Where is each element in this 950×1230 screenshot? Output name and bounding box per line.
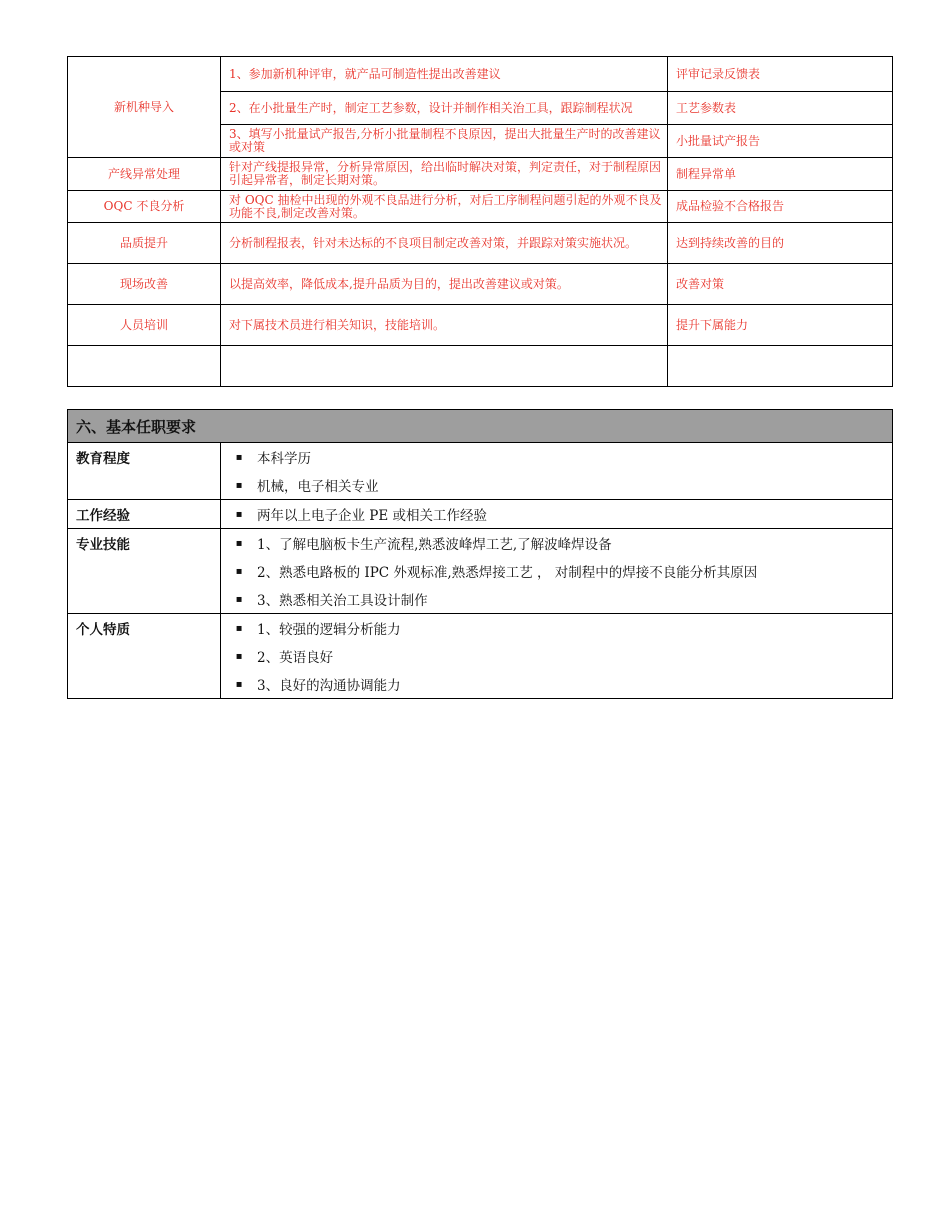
duty-category: 品质提升 bbox=[68, 223, 221, 264]
bullet-icon: ▪ bbox=[235, 650, 243, 662]
requirements-table bbox=[67, 409, 893, 699]
duty-output: 达到持续改善的目的 bbox=[668, 223, 893, 264]
bullet-icon: ▪ bbox=[235, 565, 243, 577]
requirement-row bbox=[68, 614, 893, 699]
bullet-icon: ▪ bbox=[235, 593, 243, 605]
document-page bbox=[67, 56, 892, 699]
requirement-label: 教育程度 bbox=[68, 443, 221, 500]
list-item bbox=[221, 557, 892, 585]
empty-row bbox=[68, 346, 893, 387]
requirement-item: 两年以上电子企业 PE 或相关工作经验 bbox=[257, 508, 488, 524]
requirement-item: 1、较强的逻辑分析能力 bbox=[257, 622, 401, 638]
bullet-icon: ▪ bbox=[235, 537, 243, 549]
requirement-item: 3、良好的沟通协调能力 bbox=[257, 678, 401, 694]
empty-cell bbox=[221, 346, 668, 387]
empty-cell bbox=[68, 346, 221, 387]
duty-category: OQC 不良分析 bbox=[68, 191, 221, 223]
list-item bbox=[221, 670, 892, 698]
duty-row bbox=[68, 305, 893, 346]
duty-description: 2、在小批量生产时，制定工艺参数，设计并制作相关治工具，跟踪制程状况 bbox=[221, 92, 668, 125]
requirement-row bbox=[68, 500, 893, 529]
requirement-row bbox=[68, 443, 893, 500]
duty-row bbox=[68, 223, 893, 264]
section-title: 六、基本任职要求 bbox=[68, 410, 893, 443]
duty-row bbox=[68, 191, 893, 223]
requirement-row bbox=[68, 529, 893, 614]
duty-output: 提升下属能力 bbox=[668, 305, 893, 346]
duty-output: 改善对策 bbox=[668, 264, 893, 305]
duty-output: 成品检验不合格报告 bbox=[668, 191, 893, 223]
duty-description: 针对产线提报异常，分析异常原因，给出临时解决对策，判定责任，对于制程原因引起异常者，制定长期对策。 bbox=[221, 158, 668, 191]
list-item bbox=[221, 471, 892, 499]
requirement-label: 专业技能 bbox=[68, 529, 221, 614]
list-item bbox=[221, 614, 892, 642]
duty-description: 以提高效率，降低成本,提升品质为目的，提出改善建议或对策。 bbox=[221, 264, 668, 305]
duty-row bbox=[68, 57, 893, 92]
duty-category: 人员培训 bbox=[68, 305, 221, 346]
bullet-icon: ▪ bbox=[235, 508, 243, 520]
duty-category: 新机种导入 bbox=[68, 57, 221, 158]
list-item bbox=[221, 642, 892, 670]
requirement-item: 2、英语良好 bbox=[257, 650, 334, 666]
duty-description: 对下属技术员进行相关知识，技能培训。 bbox=[221, 305, 668, 346]
duty-description: 1、参加新机种评审，就产品可制造性提出改善建议 bbox=[221, 57, 668, 92]
bullet-icon: ▪ bbox=[235, 678, 243, 690]
bullet-icon: ▪ bbox=[235, 451, 243, 463]
duty-row bbox=[68, 264, 893, 305]
duty-output: 小批量试产报告 bbox=[668, 125, 893, 158]
list-item bbox=[221, 500, 892, 528]
requirement-item: 机械，电子相关专业 bbox=[257, 479, 379, 495]
duty-output: 评审记录反馈表 bbox=[668, 57, 893, 92]
duty-output: 工艺参数表 bbox=[668, 92, 893, 125]
duties-table bbox=[67, 56, 893, 387]
requirement-item: 2、熟悉电路板的 IPC 外观标准,熟悉焊接工艺 ， 对制程中的焊接不良能分析其原因 bbox=[257, 565, 758, 581]
duty-row bbox=[68, 158, 893, 191]
requirement-item: 1、了解电脑板卡生产流程,熟悉波峰焊工艺,了解波峰焊设备 bbox=[257, 537, 612, 553]
requirement-item: 本科学历 bbox=[257, 451, 311, 467]
list-item bbox=[221, 529, 892, 557]
duty-category: 现场改善 bbox=[68, 264, 221, 305]
duty-description: 分析制程报表，针对未达标的不良项目制定改善对策，并跟踪对策实施状况。 bbox=[221, 223, 668, 264]
requirement-item: 3、熟悉相关治工具设计制作 bbox=[257, 593, 428, 609]
list-item bbox=[221, 585, 892, 613]
bullet-icon: ▪ bbox=[235, 622, 243, 634]
duty-output: 制程异常单 bbox=[668, 158, 893, 191]
bullet-icon: ▪ bbox=[235, 479, 243, 491]
empty-cell bbox=[668, 346, 893, 387]
requirement-label: 个人特质 bbox=[68, 614, 221, 699]
list-item bbox=[221, 443, 892, 471]
duty-description: 3、填写小批量试产报告,分析小批量制程不良原因，提出大批量生产时的改善建议或对策 bbox=[221, 125, 668, 158]
duty-description: 对 OQC 抽检中出现的外观不良品进行分析，对后工序制程问题引起的外观不良及功能不良,制定改善对策。 bbox=[221, 191, 668, 223]
duty-category: 产线异常处理 bbox=[68, 158, 221, 191]
requirement-label: 工作经验 bbox=[68, 500, 221, 529]
